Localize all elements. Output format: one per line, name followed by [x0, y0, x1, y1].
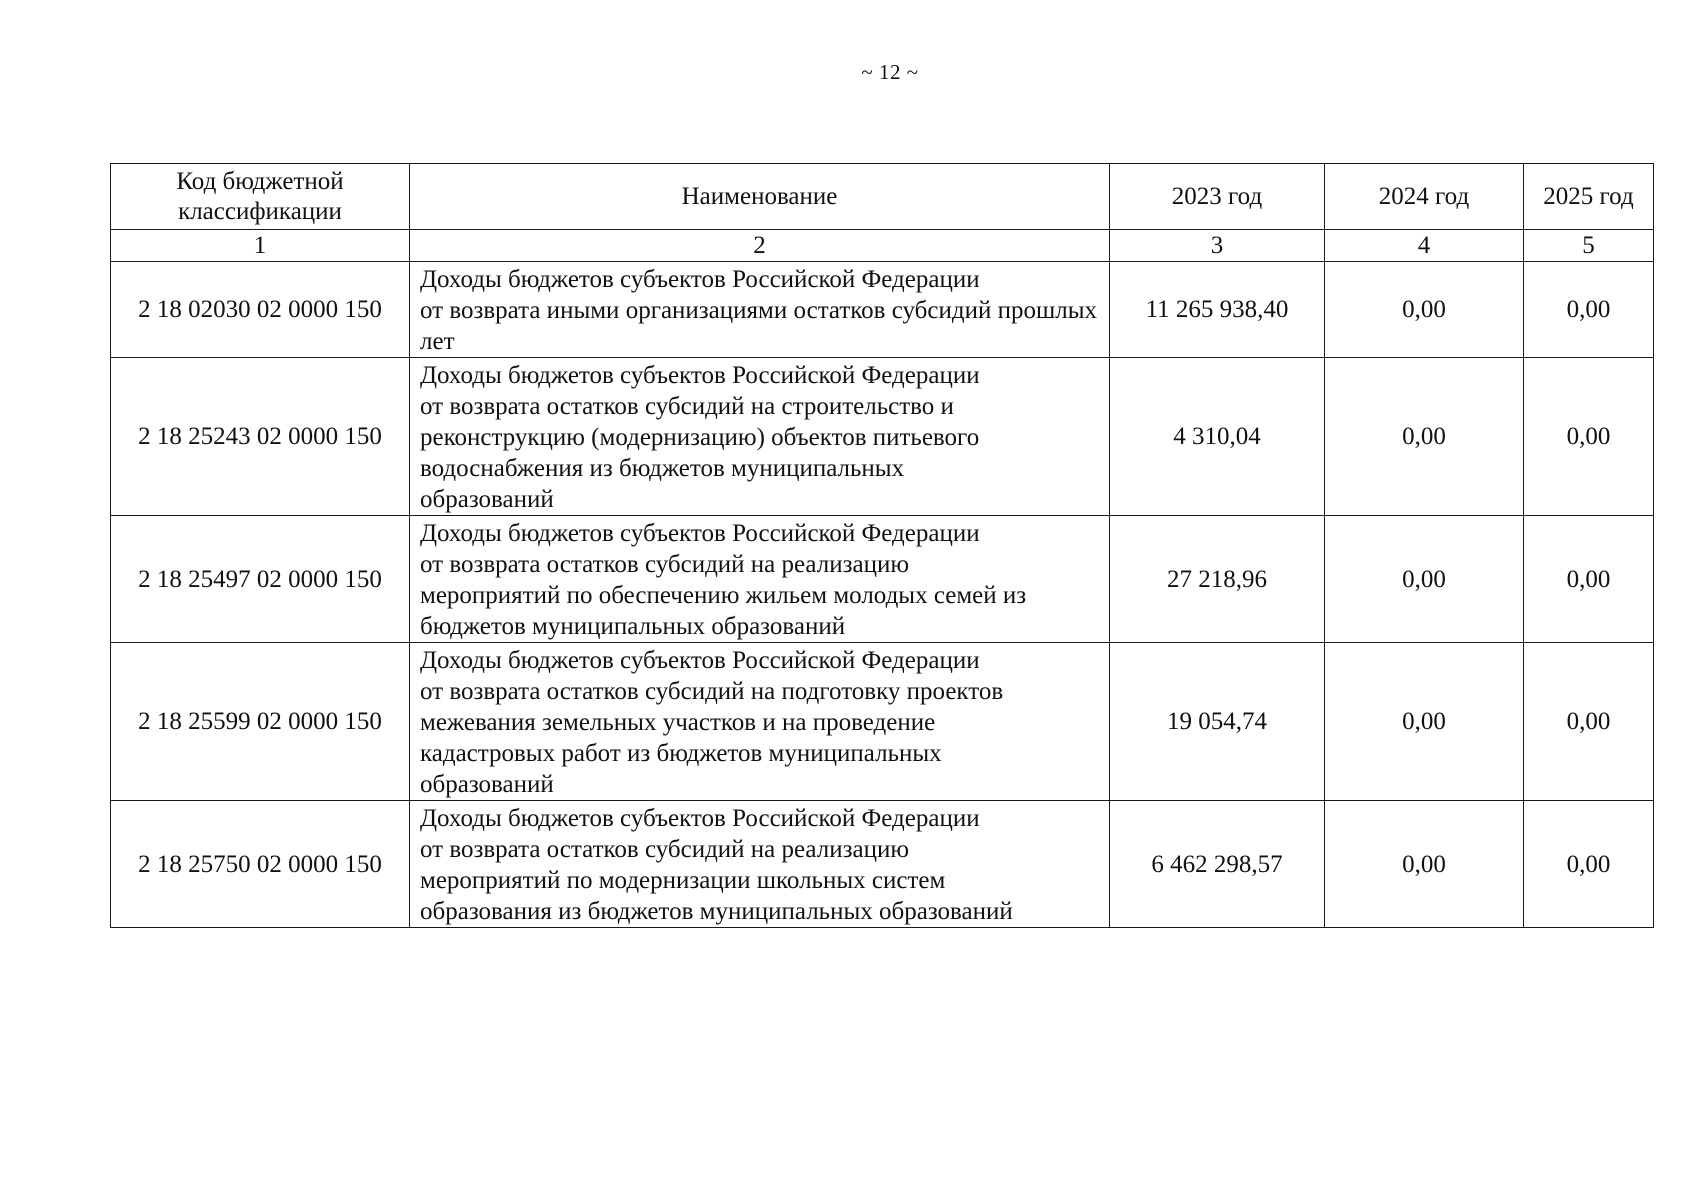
- description-cell: Доходы бюджетов субъектов Российской Федерации от возврата остатков субсидий на реализацию мероприятий по обеспечению жильем молодых семей из бюджетов муниципальных образований: [410, 516, 1110, 643]
- amount-2025-cell: 0,00: [1524, 801, 1654, 928]
- header-2024: 2024 год: [1325, 164, 1524, 230]
- amount-2025-cell: 0,00: [1524, 643, 1654, 801]
- amount-2024-cell: 0,00: [1325, 358, 1524, 516]
- amount-2024-cell: 0,00: [1325, 801, 1524, 928]
- table-row: [111, 516, 1654, 643]
- description-cell: Доходы бюджетов субъектов Российской Федерации от возврата иными организациями остатков субсидий прошлых лет: [410, 262, 1110, 358]
- header-2025: 2025 год: [1524, 164, 1654, 230]
- amount-2023-cell: 27 218,96: [1110, 516, 1325, 643]
- budget-code-cell: 2 18 25243 02 0000 150: [111, 358, 410, 516]
- column-number: 4: [1325, 230, 1524, 262]
- header-2023: 2023 год: [1110, 164, 1325, 230]
- amount-2024-cell: 0,00: [1325, 643, 1524, 801]
- amount-2023-cell: 6 462 298,57: [1110, 801, 1325, 928]
- budget-code-cell: 2 18 25750 02 0000 150: [111, 801, 410, 928]
- header-name: Наименование: [410, 164, 1110, 230]
- amount-2023-cell: 4 310,04: [1110, 358, 1325, 516]
- budget-table: [110, 163, 1654, 928]
- table-row: [111, 262, 1654, 358]
- table-header-row: [111, 164, 1654, 230]
- column-number-row: [111, 230, 1654, 262]
- budget-code-cell: 2 18 02030 02 0000 150: [111, 262, 410, 358]
- budget-code-cell: 2 18 25599 02 0000 150: [111, 643, 410, 801]
- amount-2024-cell: 0,00: [1325, 262, 1524, 358]
- table-row: [111, 358, 1654, 516]
- column-number: 3: [1110, 230, 1325, 262]
- amount-2023-cell: 19 054,74: [1110, 643, 1325, 801]
- page-number: ~ 12 ~: [861, 60, 919, 84]
- amount-2024-cell: 0,00: [1325, 516, 1524, 643]
- amount-2025-cell: 0,00: [1524, 358, 1654, 516]
- description-cell: Доходы бюджетов субъектов Российской Федерации от возврата остатков субсидий на подготовку проектов межевания земельных участков и на проведение кадастровых работ из бюджетов муниципальных образований: [410, 643, 1110, 801]
- amount-2023-cell: 11 265 938,40: [1110, 262, 1325, 358]
- amount-2025-cell: 0,00: [1524, 516, 1654, 643]
- header-code: Код бюджетной классификации: [111, 164, 410, 230]
- table-row: [111, 801, 1654, 928]
- description-cell: Доходы бюджетов субъектов Российской Федерации от возврата остатков субсидий на реализацию мероприятий по модернизации школьных систем образования из бюджетов муниципальных образований: [410, 801, 1110, 928]
- description-cell: Доходы бюджетов субъектов Российской Федерации от возврата остатков субсидий на строительство и реконструкцию (модернизацию) объектов питьевого водоснабжения из бюджетов муниципальных образований: [410, 358, 1110, 516]
- column-number: 5: [1524, 230, 1654, 262]
- column-number: 2: [410, 230, 1110, 262]
- amount-2025-cell: 0,00: [1524, 262, 1654, 358]
- table-row: [111, 643, 1654, 801]
- budget-code-cell: 2 18 25497 02 0000 150: [111, 516, 410, 643]
- column-number: 1: [111, 230, 410, 262]
